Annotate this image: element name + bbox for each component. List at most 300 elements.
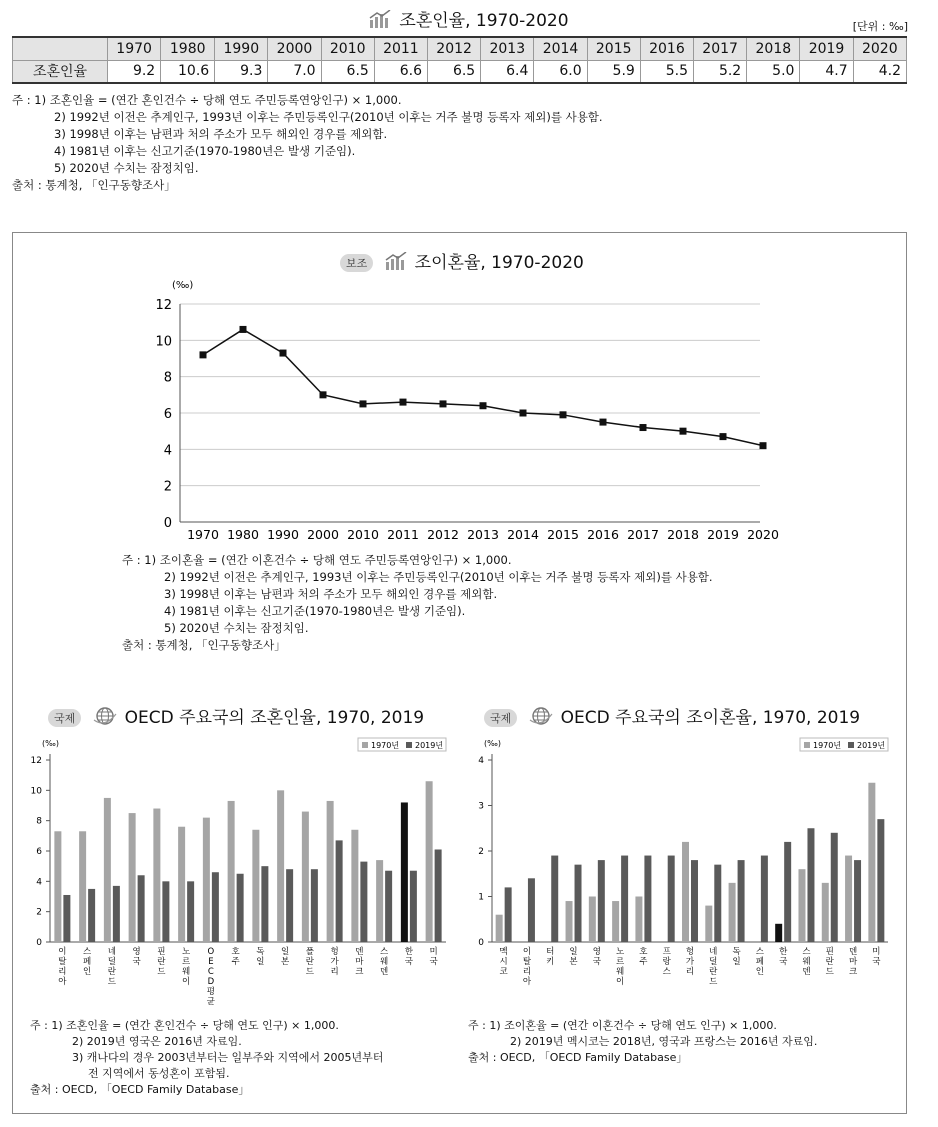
x-tick-char: E [208,957,214,967]
x-tick-char: O [207,947,215,957]
note-line: 3) 캐나다의 경우 2003년부터는 일부주와 지역에서 2005년부터 [72,1051,384,1064]
bar [410,871,417,942]
aux-chart-title [340,248,584,275]
table-header-cell: 2014 [534,37,587,60]
bar [635,897,642,943]
x-tick-label [779,946,788,967]
x-tick-char: 핀 [157,947,166,957]
x-tick-label: 2020 [747,527,779,542]
x-tick-label: 1980 [227,527,259,542]
y-axis-unit: (‰) [42,739,59,748]
bar [286,869,293,942]
x-tick-char: 시 [499,957,508,967]
x-tick-char: 평 [206,987,215,997]
bar [877,819,884,942]
bar [435,849,442,942]
bar [54,831,61,942]
bar [761,856,768,942]
x-tick-char: 폴 [305,947,314,957]
bar [153,809,160,942]
table-header-cell: 2017 [694,37,747,60]
data-point [560,411,567,418]
bar [212,872,219,942]
note-line: 주 : 1) 조이혼율 = (연간 이혼건수 ÷ 당해 연도 주민등록연앙인구) × 1,000. [122,553,512,567]
x-tick-char: 키 [546,957,555,967]
bar [505,887,512,942]
oecd-marriage-title [48,703,424,731]
x-tick-char: 스 [380,947,389,957]
bar [129,813,136,942]
x-tick-char: 헝 [330,947,339,957]
x-tick-label: 2017 [627,527,659,542]
bar [566,901,573,942]
x-tick-label [256,947,265,967]
source-line: 출처 : 통계청, 「인구동향조사」 [122,638,286,652]
x-tick-char: 일 [569,947,578,957]
bar [738,860,745,942]
bar [79,831,86,942]
bar [261,866,268,942]
x-tick-label [207,947,216,1006]
table-cell: 6.5 [321,60,374,83]
bar [528,878,535,942]
note-line: 주 : 1) 조혼인율 = (연간 혼인건수 ÷ 당해 연도 주민등록연앙인구) × 1,000. [12,93,402,107]
bar [252,830,259,942]
table-header-cell: 1990 [215,37,268,60]
x-tick-label: 1990 [267,527,299,542]
x-tick-char: 호 [639,947,648,957]
x-tick-char: 덴 [355,947,364,957]
x-tick-label: 2018 [667,527,699,542]
intl-badge: 국제 [484,709,517,727]
x-tick-char: 헝 [685,947,695,957]
table-header-cell: 1980 [161,37,215,60]
y-tick-label: 8 [36,816,42,827]
y-tick-label: 12 [155,298,172,313]
bar [589,897,596,943]
y-tick-label: 8 [163,370,172,386]
bar [336,840,343,942]
data-point [520,410,527,417]
x-tick-label [182,947,191,987]
y-tick-label: 0 [478,938,484,948]
bar [691,860,698,942]
bar [113,886,120,942]
note-line: 4) 1981년 이후는 신고기준(1970-1980년은 발생 기준임). [54,144,356,158]
bar [682,842,689,942]
bar [376,860,383,942]
x-tick-char: 페 [83,957,92,967]
y-tick-label: 6 [163,407,172,422]
note-line: 2) 2019년 영국은 2016년 자료임. [72,1035,242,1048]
data-point [400,399,407,406]
table-cell: 6.4 [481,60,534,83]
x-tick-label [663,947,672,977]
data-point [320,391,327,398]
x-tick-char: 일 [732,957,741,967]
x-tick-char: 코 [499,967,508,977]
x-tick-label [686,946,695,977]
x-tick-label [523,946,532,987]
source-line: 출처 : OECD, 「OECD Family Database」 [30,1083,250,1096]
table-header-cell: 2010 [321,37,374,60]
bar [496,915,503,942]
x-tick-char: 란 [157,957,166,967]
bar [385,871,392,942]
bar [88,889,95,942]
x-tick-char: 인 [83,967,92,977]
x-tick-char: 웨 [802,957,811,967]
bar [822,883,829,942]
data-point [760,442,767,449]
bar [807,828,814,942]
table-cell: 4.7 [800,60,853,83]
bar [237,874,244,942]
y-tick-label: 1 [478,892,484,903]
x-tick-char: 일 [256,957,265,967]
top-notes [12,92,603,194]
note-line: 주 : 1) 조이혼율 = (연간 이혼건수 ÷ 당해 연도 인구) × 1,000. [468,1019,777,1032]
x-tick-char: 드 [157,967,166,977]
x-tick-char: 덴 [848,947,858,957]
bar [203,818,210,942]
x-tick-char: 덴 [380,967,389,977]
data-point [680,428,687,435]
x-tick-label: 2012 [427,527,459,542]
x-tick-char: 네 [107,947,116,957]
x-tick-char: 덴 [802,967,811,977]
x-tick-char: 영 [592,947,601,957]
aux-notes [122,552,713,654]
x-tick-label [58,946,67,987]
x-tick-label: 2016 [587,527,619,542]
bar [426,781,433,942]
y-tick-label: 2 [36,907,42,918]
table-header-cell: 2013 [481,37,534,60]
x-tick-char: 주 [639,957,648,967]
x-tick-label [500,946,509,977]
x-tick-char: 가 [685,957,695,967]
x-tick-label [826,946,835,977]
data-point [240,326,247,333]
row-label: 조혼인율 [13,60,108,83]
x-tick-label [593,946,602,967]
bar [302,812,309,942]
x-tick-char: 란 [107,967,116,977]
bar [162,881,169,942]
table-cell: 9.3 [215,60,268,83]
x-tick-char: 터 [546,947,555,957]
x-tick-label [405,946,414,967]
x-tick-label [306,947,315,977]
x-tick-char: 본 [569,957,578,967]
legend-swatch [804,742,810,748]
y-tick-label: 12 [30,756,42,766]
x-tick-char: 드 [825,967,834,977]
x-tick-char: 가 [330,957,339,967]
table-cell: 6.6 [374,60,427,83]
note-line: 2) 1992년 이전은 추계인구, 1993년 이후는 주민등록인구(2010년 이후는 거주 불명 등록자 제외)를 사용함. [54,110,603,124]
x-tick-char: 드 [709,977,718,987]
y-axis-unit: (‰) [484,739,501,748]
x-tick-label [108,946,117,987]
bar [729,883,736,942]
x-tick-char: 본 [281,957,290,967]
table-header-cell: 2011 [374,37,427,60]
note-line: 5) 2020년 수치는 잠정치임. [54,161,199,175]
table-cell: 5.9 [587,60,640,83]
x-tick-char: 스 [755,947,764,957]
note-line: 주 : 1) 조혼인율 = (연간 혼인건수 ÷ 당해 연도 인구) × 1,000. [30,1019,339,1032]
x-tick-char: 리 [330,967,339,977]
bar-chart-icon [369,10,391,33]
table-header-cell: 2015 [587,37,640,60]
x-tick-label [157,946,166,977]
x-tick-char: 란 [709,967,718,977]
table-header-cell: 2016 [640,37,693,60]
x-tick-char: 아 [522,977,532,987]
y-tick-label: 10 [155,334,172,350]
bar [327,801,334,942]
bar [104,798,111,942]
x-tick-char: 균 [206,997,215,1006]
aux-title-text: 조이혼율, 1970-2020 [414,253,584,273]
x-tick-label: 2011 [387,527,419,542]
x-tick-char: 페 [755,957,764,967]
x-tick-char: 덜 [709,957,718,967]
x-tick-char: 스 [662,967,671,977]
x-tick-char: 한 [779,947,788,957]
x-tick-label: 2010 [347,527,379,542]
x-tick-label [639,947,648,967]
unit-label: [단위 : ‰] [852,20,908,33]
x-tick-label [569,946,578,967]
x-tick-char: 프 [662,947,671,957]
x-tick-char: 드 [107,977,116,987]
x-tick-char: 국 [779,957,788,967]
y-tick-label: 4 [36,877,42,888]
y-tick-label: 3 [478,801,484,812]
x-tick-char: 탈 [522,957,532,967]
x-tick-char: 이 [58,947,67,957]
table-cell: 10.6 [161,60,215,83]
x-tick-char: 일 [281,947,290,957]
legend-label: 1970년 [813,741,842,750]
table-row [13,60,907,83]
x-tick-char: 국 [429,957,438,967]
y-tick-label: 0 [36,938,42,948]
oecd-divorce-bar-chart [466,734,896,1006]
x-tick-label [756,947,765,977]
bar [598,860,605,942]
x-tick-char: 리 [685,967,695,977]
bar [187,881,194,942]
data-point [480,402,487,409]
note-line: 2) 2019년 멕시코는 2018년, 영국과 프랑스는 2016년 자료임. [510,1035,818,1048]
x-tick-char: 웨 [616,967,625,977]
x-tick-char: 독 [256,947,265,957]
x-tick-char: 란 [305,957,314,967]
x-tick-label [355,946,364,977]
data-point [200,351,207,358]
x-tick-label: 2000 [307,527,339,542]
x-tick-char: 마 [355,957,364,967]
table-cell: 4.2 [853,60,906,83]
note-line: 4) 1981년 이후는 신고기준(1970-1980년은 발생 기준임). [164,604,466,618]
note-line: 3) 1998년 이후는 남편과 처의 주소가 모두 해외인 경우를 제외함. [164,587,498,601]
x-tick-char: 리 [58,967,67,977]
oecd-marriage-title-text: OECD 주요국의 조혼인율, 1970, 2019 [124,708,425,728]
x-tick-char: 국 [404,957,413,967]
divorce-rate-line-chart [130,272,780,547]
bar [575,865,582,942]
x-tick-char: 이 [522,947,532,957]
legend-label: 1970년 [371,741,400,750]
y-tick-label: 4 [163,443,172,459]
x-tick-char: 스 [802,947,811,957]
x-tick-char: 웨 [182,967,191,977]
note-line: 2) 1992년 이전은 추계인구, 1993년 이후는 주민등록인구(2010년 이후는 거주 불명 등록자 제외)를 사용함. [164,570,713,584]
data-point [440,400,447,407]
data-point [640,424,647,431]
table-header-cell: 2018 [747,37,800,60]
bar [351,830,358,942]
bar [138,875,145,942]
x-tick-char: 독 [732,947,741,957]
x-tick-char: 스 [83,947,92,957]
bar [401,802,408,942]
header-corner [13,37,108,60]
y-tick-label: 6 [36,847,42,857]
bar [360,862,367,942]
table-cell: 5.5 [640,60,693,83]
data-point [280,350,287,357]
oecd-divorce-title [484,703,860,731]
y-tick-label: 10 [30,786,42,797]
bar [551,856,558,942]
x-tick-label: 2013 [467,527,499,542]
table-header-cell: 2020 [853,37,906,60]
x-tick-label [709,946,718,987]
note-line: 3) 1998년 이후는 남편과 처의 주소가 모두 해외인 경우를 제외함. [54,127,388,141]
legend-swatch [362,742,368,748]
x-tick-char: 인 [755,967,764,977]
note-line: 5) 2020년 수치는 잠정치임. [164,621,309,635]
x-tick-char: 탈 [58,957,67,967]
x-tick-char: 란 [825,957,834,967]
x-tick-char: 크 [355,967,364,977]
bar [784,842,791,942]
oecd-divorce-notes [468,1018,817,1066]
data-point [360,400,367,407]
table-header-cell: 2012 [428,37,481,60]
oecd-marriage-bar-chart [24,734,454,1006]
table-header-row [13,37,907,60]
globe-icon [529,706,553,731]
x-tick-char: D [207,977,215,987]
x-tick-char: 노 [182,947,191,957]
table-cell: 6.5 [428,60,481,83]
x-tick-label [133,946,142,967]
x-tick-label [872,946,881,967]
x-tick-char: 마 [848,957,858,967]
x-tick-char: 네 [709,947,718,957]
table-header-cell: 1970 [108,37,161,60]
y-tick-label: 4 [478,756,484,766]
bar [798,869,805,942]
x-tick-char: 멕 [499,947,508,957]
x-tick-label: 2015 [547,527,579,542]
x-tick-char: 크 [848,967,858,977]
x-tick-char: 덜 [107,957,116,967]
x-tick-label: 1970 [187,527,219,542]
marriage-rate-table [12,36,907,84]
bar [868,783,875,942]
x-tick-char: 노 [616,947,625,957]
table-cell: 7.0 [268,60,321,83]
aux-badge: 보조 [340,254,373,272]
x-tick-label [430,946,439,967]
x-tick-char: 주 [231,957,240,967]
legend-label: 2019년 [857,741,886,750]
bar [228,801,235,942]
x-tick-label [232,947,241,967]
bar [311,869,318,942]
legend-label: 2019년 [415,741,444,750]
y-tick-label: 2 [478,847,484,857]
source-line: 출처 : 통계청, 「인구동향조사」 [12,178,176,192]
bar [668,856,675,942]
page-title [0,6,938,33]
note-line: 전 지역에서 동성혼이 포함됨. [88,1067,230,1080]
bar [854,860,861,942]
y-axis-unit: (‰) [172,280,194,291]
title-text: 조혼인율, 1970-2020 [399,11,569,31]
x-tick-char: 랑 [662,957,671,967]
table-cell: 5.0 [747,60,800,83]
table-cell: 6.0 [534,60,587,83]
x-tick-char: 미 [872,947,881,957]
x-tick-label [380,947,389,977]
x-tick-char: 국 [592,957,601,967]
x-tick-label: 2014 [507,527,539,542]
x-tick-char: 한 [404,947,413,957]
x-tick-char: 이 [616,977,625,987]
x-tick-char: 국 [132,957,141,967]
bar [178,827,185,942]
x-tick-label [83,947,92,977]
x-tick-char: 리 [522,967,532,977]
x-tick-char: 미 [429,947,438,957]
x-tick-label [281,946,290,967]
table-header-cell: 2000 [268,37,321,60]
source-line: 출처 : OECD, 「OECD Family Database」 [468,1051,688,1064]
x-tick-char: 르 [182,957,191,967]
x-tick-char: C [207,967,214,977]
y-tick-label: 0 [163,516,172,531]
bar [705,906,712,942]
x-tick-char: 영 [132,947,141,957]
bar [845,856,852,942]
x-tick-char: 르 [616,957,625,967]
x-tick-char: 핀 [825,947,834,957]
bar [644,856,651,942]
x-tick-label [331,946,340,977]
legend-swatch [848,742,854,748]
x-tick-char: 호 [231,947,240,957]
oecd-divorce-title-text: OECD 주요국의 조이혼율, 1970, 2019 [560,708,861,728]
x-tick-char: 웨 [380,957,389,967]
